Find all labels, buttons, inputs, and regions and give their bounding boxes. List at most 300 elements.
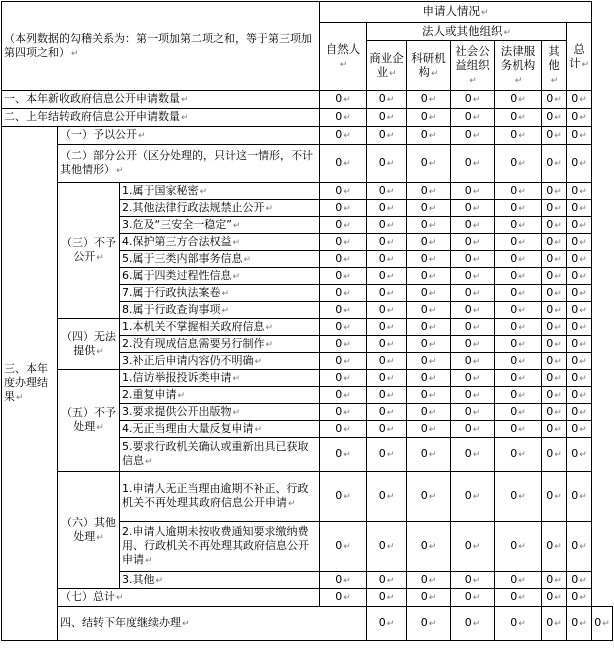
header-legal-service xyxy=(495,41,542,91)
value-text: 0 ↵ xyxy=(379,156,395,169)
item-label-text: 2.申请人逾期未按收费通知要求缴纳费用、行政机关不再处理其政府信息公开申请 ↵ xyxy=(122,525,309,566)
header-natural-person xyxy=(320,23,367,91)
value-text: 0 ↵ xyxy=(335,422,351,435)
row-label-text: 二、上年结转政府信息公开申请数量 ↵ xyxy=(4,110,189,123)
value-cell xyxy=(567,472,592,522)
header-other xyxy=(542,41,567,91)
value-text: 0 ↵ xyxy=(546,405,562,418)
value-text: 0 ↵ xyxy=(546,218,562,231)
value-text: 0 ↵ xyxy=(421,405,437,418)
item-label-text: 3.要求提供公开出版物 ↵ xyxy=(122,405,240,418)
header-total xyxy=(567,23,592,91)
value-text: 0 ↵ xyxy=(379,269,395,282)
value-cell xyxy=(451,572,495,589)
value-cell xyxy=(542,370,567,387)
value-cell xyxy=(451,200,495,217)
value-text: 0 ↵ xyxy=(379,447,395,460)
value-text: 0 ↵ xyxy=(510,110,526,123)
value-cell xyxy=(542,91,567,109)
value-text: 0 ↵ xyxy=(335,92,351,105)
section-three-label xyxy=(2,127,58,641)
value-text: 0 ↵ xyxy=(510,128,526,141)
header-research xyxy=(407,41,451,91)
value-text: 0 ↵ xyxy=(510,489,526,502)
value-cell xyxy=(542,336,567,353)
value-cell xyxy=(495,319,542,336)
value-cell xyxy=(542,285,567,302)
value-text: 0 ↵ xyxy=(379,303,395,316)
header-note-text: （本列数据的勾稽关系为：第一项加第二项之和，等于第三项加第四项之和） ↵ xyxy=(4,32,312,59)
value-text: 0 ↵ xyxy=(465,447,481,460)
table-row xyxy=(2,127,613,145)
value-cell xyxy=(367,302,407,319)
value-cell xyxy=(367,183,407,200)
value-cell xyxy=(567,200,592,217)
value-text: 0 ↵ xyxy=(546,573,562,586)
item-label-text: 3.危及“三安全一稳定” ↵ xyxy=(122,218,240,231)
value-cell xyxy=(567,404,592,421)
header-social-welfare-text: 社会公益组织 ↵ xyxy=(455,44,490,86)
value-text: 0 ↵ xyxy=(546,286,562,299)
value-text: 0 ↵ xyxy=(510,218,526,231)
value-text: 0 ↵ xyxy=(379,388,395,401)
value-text: 0 ↵ xyxy=(571,371,587,384)
value-text: 0 ↵ xyxy=(465,354,481,367)
value-cell xyxy=(451,302,495,319)
value-cell xyxy=(495,200,542,217)
header-legal-service-text: 法律服务机构 ↵ xyxy=(501,44,536,86)
value-text: 0 ↵ xyxy=(379,489,395,502)
value-text: 0 ↵ xyxy=(465,616,481,629)
header-note xyxy=(2,2,320,91)
value-text: 0 ↵ xyxy=(335,303,351,316)
value-cell xyxy=(407,268,451,285)
value-cell xyxy=(542,268,567,285)
table-row xyxy=(2,109,613,127)
value-cell xyxy=(451,336,495,353)
value-text: 0 ↵ xyxy=(465,235,481,248)
value-text: 0 ↵ xyxy=(546,128,562,141)
value-text: 0 ↵ xyxy=(421,201,437,214)
value-text: 0 ↵ xyxy=(421,616,437,629)
value-cell xyxy=(367,200,407,217)
value-text: 0 ↵ xyxy=(510,235,526,248)
value-cell xyxy=(407,302,451,319)
value-cell xyxy=(495,183,542,200)
value-cell xyxy=(567,251,592,268)
value-cell xyxy=(567,522,592,572)
row-label xyxy=(2,91,320,109)
value-cell xyxy=(567,91,592,109)
table-row xyxy=(2,183,613,200)
value-cell xyxy=(495,234,542,251)
value-cell xyxy=(542,109,567,127)
value-cell xyxy=(451,234,495,251)
value-cell xyxy=(567,145,592,183)
value-text: 0 ↵ xyxy=(510,337,526,350)
value-text: 0 ↵ xyxy=(335,388,351,401)
row-label xyxy=(58,127,320,145)
value-text: 0 ↵ xyxy=(571,156,587,169)
value-text: 0 ↵ xyxy=(546,184,562,197)
value-cell xyxy=(320,109,367,127)
value-cell xyxy=(495,91,542,109)
value-text: 0 ↵ xyxy=(465,337,481,350)
item-label xyxy=(120,217,320,234)
value-text: 0 ↵ xyxy=(421,110,437,123)
value-text: 0 ↵ xyxy=(379,128,395,141)
item-label xyxy=(120,183,320,200)
value-text: 0 ↵ xyxy=(571,269,587,282)
value-cell xyxy=(320,572,367,589)
value-text: 0 ↵ xyxy=(379,539,395,552)
value-text: 0 ↵ xyxy=(510,539,526,552)
value-cell xyxy=(320,336,367,353)
value-text: 0 ↵ xyxy=(571,337,587,350)
value-cell xyxy=(320,285,367,302)
value-cell xyxy=(320,353,367,370)
value-text: 0 ↵ xyxy=(421,337,437,350)
value-text: 0 ↵ xyxy=(379,184,395,197)
group-label-text: （三）不予公开 ↵ xyxy=(61,236,116,263)
value-cell xyxy=(367,285,407,302)
row-label xyxy=(58,145,320,183)
value-text: 0 ↵ xyxy=(421,590,437,603)
value-text: 0 ↵ xyxy=(421,128,437,141)
value-text: 0 ↵ xyxy=(571,388,587,401)
value-text: 0 ↵ xyxy=(465,252,481,265)
row-label-text: 一、本年新收政府信息公开申请数量 ↵ xyxy=(4,92,189,105)
value-cell xyxy=(542,438,567,472)
value-text: 0 ↵ xyxy=(571,252,587,265)
value-cell xyxy=(320,404,367,421)
value-cell xyxy=(407,353,451,370)
value-text: 0 ↵ xyxy=(465,128,481,141)
row-label-text: 四、结转下年度继续办理 ↵ xyxy=(60,616,190,629)
value-cell xyxy=(407,217,451,234)
value-cell xyxy=(367,268,407,285)
value-cell xyxy=(320,302,367,319)
value-text: 0 ↵ xyxy=(546,590,562,603)
value-text: 0 ↵ xyxy=(510,447,526,460)
value-text: 0 ↵ xyxy=(465,303,481,316)
table-row xyxy=(2,589,613,607)
value-cell xyxy=(407,91,451,109)
value-text: 0 ↵ xyxy=(546,235,562,248)
value-text: 0 ↵ xyxy=(571,489,587,502)
value-cell xyxy=(320,387,367,404)
value-cell xyxy=(542,217,567,234)
value-cell xyxy=(542,319,567,336)
value-text: 0 ↵ xyxy=(510,201,526,214)
value-cell xyxy=(367,127,407,145)
value-text: 0 ↵ xyxy=(571,405,587,418)
value-text: 0 ↵ xyxy=(546,156,562,169)
value-cell xyxy=(367,404,407,421)
value-cell xyxy=(567,234,592,251)
value-text: 0 ↵ xyxy=(510,92,526,105)
header-total-text: 总计 ↵ xyxy=(569,42,589,70)
value-text: 0 ↵ xyxy=(546,447,562,460)
value-cell xyxy=(407,572,451,589)
value-cell xyxy=(451,183,495,200)
value-text: 0 ↵ xyxy=(421,235,437,248)
value-text: 0 ↵ xyxy=(510,354,526,367)
value-cell xyxy=(567,589,592,607)
value-cell xyxy=(367,421,407,438)
value-text: 0 ↵ xyxy=(571,184,587,197)
value-text: 0 ↵ xyxy=(571,235,587,248)
value-text: 0 ↵ xyxy=(421,573,437,586)
value-text: 0 ↵ xyxy=(571,616,587,629)
value-text: 0 ↵ xyxy=(465,539,481,552)
header-other-text: 其他 ↵ xyxy=(548,44,560,86)
value-cell xyxy=(407,421,451,438)
value-cell xyxy=(407,404,451,421)
value-text: 0 ↵ xyxy=(379,616,395,629)
value-cell xyxy=(407,234,451,251)
value-text: 0 ↵ xyxy=(465,320,481,333)
value-text: 0 ↵ xyxy=(379,337,395,350)
header-natural-person-text: 自然人 ↵ xyxy=(326,42,361,70)
value-text: 0 ↵ xyxy=(421,539,437,552)
section-three-text: 三、本年度办理结果 ↵ xyxy=(4,362,48,403)
value-cell xyxy=(407,522,451,572)
value-text: 0 ↵ xyxy=(379,590,395,603)
value-cell xyxy=(542,472,567,522)
table-row xyxy=(2,370,613,387)
value-text: 0 ↵ xyxy=(335,573,351,586)
value-text: 0 ↵ xyxy=(571,539,587,552)
value-cell xyxy=(495,109,542,127)
value-cell xyxy=(367,336,407,353)
item-label xyxy=(120,404,320,421)
value-text: 0 ↵ xyxy=(335,156,351,169)
value-text: 0 ↵ xyxy=(465,489,481,502)
value-text: 0 ↵ xyxy=(335,371,351,384)
value-cell xyxy=(320,472,367,522)
value-text: 0 ↵ xyxy=(465,92,481,105)
value-text: 0 ↵ xyxy=(465,201,481,214)
value-text: 0 ↵ xyxy=(379,286,395,299)
value-cell xyxy=(495,370,542,387)
value-text: 0 ↵ xyxy=(510,252,526,265)
value-cell xyxy=(407,251,451,268)
group-label-text: （六）其他处理 ↵ xyxy=(61,516,116,543)
item-label-text: 1.信访举报投诉类申请 ↵ xyxy=(122,371,240,384)
value-text: 0 ↵ xyxy=(421,269,437,282)
value-cell xyxy=(567,285,592,302)
value-text: 0 ↵ xyxy=(465,573,481,586)
item-label-text: 8.属于行政查询事项 ↵ xyxy=(122,303,229,316)
item-label xyxy=(120,200,320,217)
value-text: 0 ↵ xyxy=(546,354,562,367)
value-text: 0 ↵ xyxy=(335,337,351,350)
value-cell xyxy=(567,217,592,234)
value-text: 0 ↵ xyxy=(546,616,562,629)
value-text: 0 ↵ xyxy=(571,110,587,123)
value-cell xyxy=(451,421,495,438)
item-label-text: 1.本机关不掌握相关政府信息 ↵ xyxy=(122,320,273,333)
disclosure-statistics-table xyxy=(1,1,613,641)
value-text: 0 ↵ xyxy=(421,388,437,401)
group-label-text: （四）无法提供 ↵ xyxy=(61,330,116,357)
value-cell xyxy=(495,145,542,183)
value-cell xyxy=(542,387,567,404)
value-cell xyxy=(367,387,407,404)
value-cell xyxy=(567,336,592,353)
value-cell xyxy=(407,145,451,183)
item-label xyxy=(120,421,320,438)
value-cell xyxy=(451,589,495,607)
value-cell xyxy=(320,217,367,234)
item-label-text: 3.其他 ↵ xyxy=(122,573,163,586)
item-label-text: 7.属于行政执法案卷 ↵ xyxy=(122,286,229,299)
value-text: 0 ↵ xyxy=(379,320,395,333)
value-cell xyxy=(320,268,367,285)
value-text: 0 ↵ xyxy=(571,320,587,333)
item-label xyxy=(120,472,320,522)
value-text: 0 ↵ xyxy=(465,218,481,231)
value-text: 0 ↵ xyxy=(421,320,437,333)
value-cell xyxy=(567,268,592,285)
item-label-text: 5.要求行政机关确认或重新出具已获取信息 ↵ xyxy=(122,440,309,467)
value-cell xyxy=(320,589,367,607)
value-cell xyxy=(542,302,567,319)
row-label xyxy=(58,607,367,641)
item-label-text: 3.补正后申请内容仍不明确 ↵ xyxy=(122,354,262,367)
value-cell xyxy=(495,572,542,589)
value-cell xyxy=(451,91,495,109)
value-cell xyxy=(567,319,592,336)
value-cell xyxy=(567,421,592,438)
value-cell xyxy=(320,234,367,251)
value-text: 0 ↵ xyxy=(421,218,437,231)
value-text: 0 ↵ xyxy=(546,489,562,502)
value-text: 0 ↵ xyxy=(546,269,562,282)
value-cell xyxy=(407,200,451,217)
value-text: 0 ↵ xyxy=(510,616,526,629)
row-label xyxy=(2,109,320,127)
value-cell xyxy=(367,319,407,336)
header-legal-and-other-text: 法人或其他组织 ↵ xyxy=(422,24,511,38)
value-text: 0 ↵ xyxy=(335,218,351,231)
value-text: 0 ↵ xyxy=(465,269,481,282)
value-cell xyxy=(542,589,567,607)
item-label-text: 1.属于国家秘密 ↵ xyxy=(122,184,207,197)
value-text: 0 ↵ xyxy=(421,156,437,169)
value-cell xyxy=(567,438,592,472)
value-cell xyxy=(542,353,567,370)
header-research-text: 科研机构 ↵ xyxy=(411,51,446,79)
value-cell xyxy=(495,285,542,302)
header-legal-and-other xyxy=(367,23,567,41)
group-label-not-disclosed xyxy=(58,183,120,319)
value-text: 0 ↵ xyxy=(571,422,587,435)
value-cell xyxy=(451,387,495,404)
value-cell xyxy=(495,472,542,522)
value-text: 0 ↵ xyxy=(546,320,562,333)
value-cell xyxy=(367,589,407,607)
value-cell xyxy=(542,522,567,572)
value-cell xyxy=(320,127,367,145)
value-text: 0 ↵ xyxy=(546,371,562,384)
value-cell xyxy=(407,438,451,472)
value-cell xyxy=(495,127,542,145)
value-text: 0 ↵ xyxy=(379,405,395,418)
value-cell xyxy=(320,145,367,183)
value-cell xyxy=(495,421,542,438)
value-cell xyxy=(407,589,451,607)
value-cell xyxy=(407,285,451,302)
item-label-text: 2.其他法律行政法规禁止公开 ↵ xyxy=(122,201,273,214)
value-cell xyxy=(567,370,592,387)
value-text: 0 ↵ xyxy=(510,388,526,401)
value-text: 0 ↵ xyxy=(465,286,481,299)
value-text: 0 ↵ xyxy=(571,303,587,316)
value-text: 0 ↵ xyxy=(335,269,351,282)
value-text: 0 ↵ xyxy=(546,201,562,214)
item-label-text: 6.属于四类过程性信息 ↵ xyxy=(122,269,240,282)
value-text: 0 ↵ xyxy=(421,184,437,197)
item-label xyxy=(120,251,320,268)
item-label xyxy=(120,302,320,319)
value-cell xyxy=(495,268,542,285)
value-cell xyxy=(567,302,592,319)
value-cell xyxy=(320,438,367,472)
value-cell xyxy=(495,353,542,370)
header-applicant-situation xyxy=(320,2,592,23)
item-label-text: 1.申请人无正当理由逾期不补正、行政机关不再处理其政府信息公开申请 ↵ xyxy=(122,482,309,509)
value-cell xyxy=(542,572,567,589)
value-cell xyxy=(367,251,407,268)
value-text: 0 ↵ xyxy=(421,286,437,299)
value-cell xyxy=(495,251,542,268)
value-text: 0 ↵ xyxy=(379,371,395,384)
item-label xyxy=(120,234,320,251)
value-cell xyxy=(542,421,567,438)
value-text: 0 ↵ xyxy=(465,184,481,197)
value-cell xyxy=(451,217,495,234)
group-label-cannot-provide xyxy=(58,319,120,370)
value-cell xyxy=(567,572,592,589)
value-cell xyxy=(320,522,367,572)
header-commercial xyxy=(367,41,407,91)
value-cell xyxy=(495,217,542,234)
group-label-other-handling xyxy=(58,472,120,589)
item-label-text: 2.重复申请 ↵ xyxy=(122,388,185,401)
value-cell xyxy=(451,251,495,268)
value-text: 0 ↵ xyxy=(510,320,526,333)
value-text: 0 ↵ xyxy=(465,110,481,123)
value-cell xyxy=(567,607,592,641)
value-text: 0 ↵ xyxy=(465,371,481,384)
value-cell xyxy=(451,438,495,472)
value-text: 0 ↵ xyxy=(379,92,395,105)
value-text: 0 ↵ xyxy=(510,590,526,603)
value-text: 0 ↵ xyxy=(510,184,526,197)
value-cell xyxy=(495,589,542,607)
value-cell xyxy=(567,127,592,145)
value-cell xyxy=(367,522,407,572)
value-cell xyxy=(320,251,367,268)
row-label-text: （一）予以公开 ↵ xyxy=(60,128,146,141)
value-cell xyxy=(592,607,613,641)
value-cell xyxy=(407,387,451,404)
value-cell xyxy=(495,607,542,641)
value-cell xyxy=(495,404,542,421)
value-cell xyxy=(542,251,567,268)
